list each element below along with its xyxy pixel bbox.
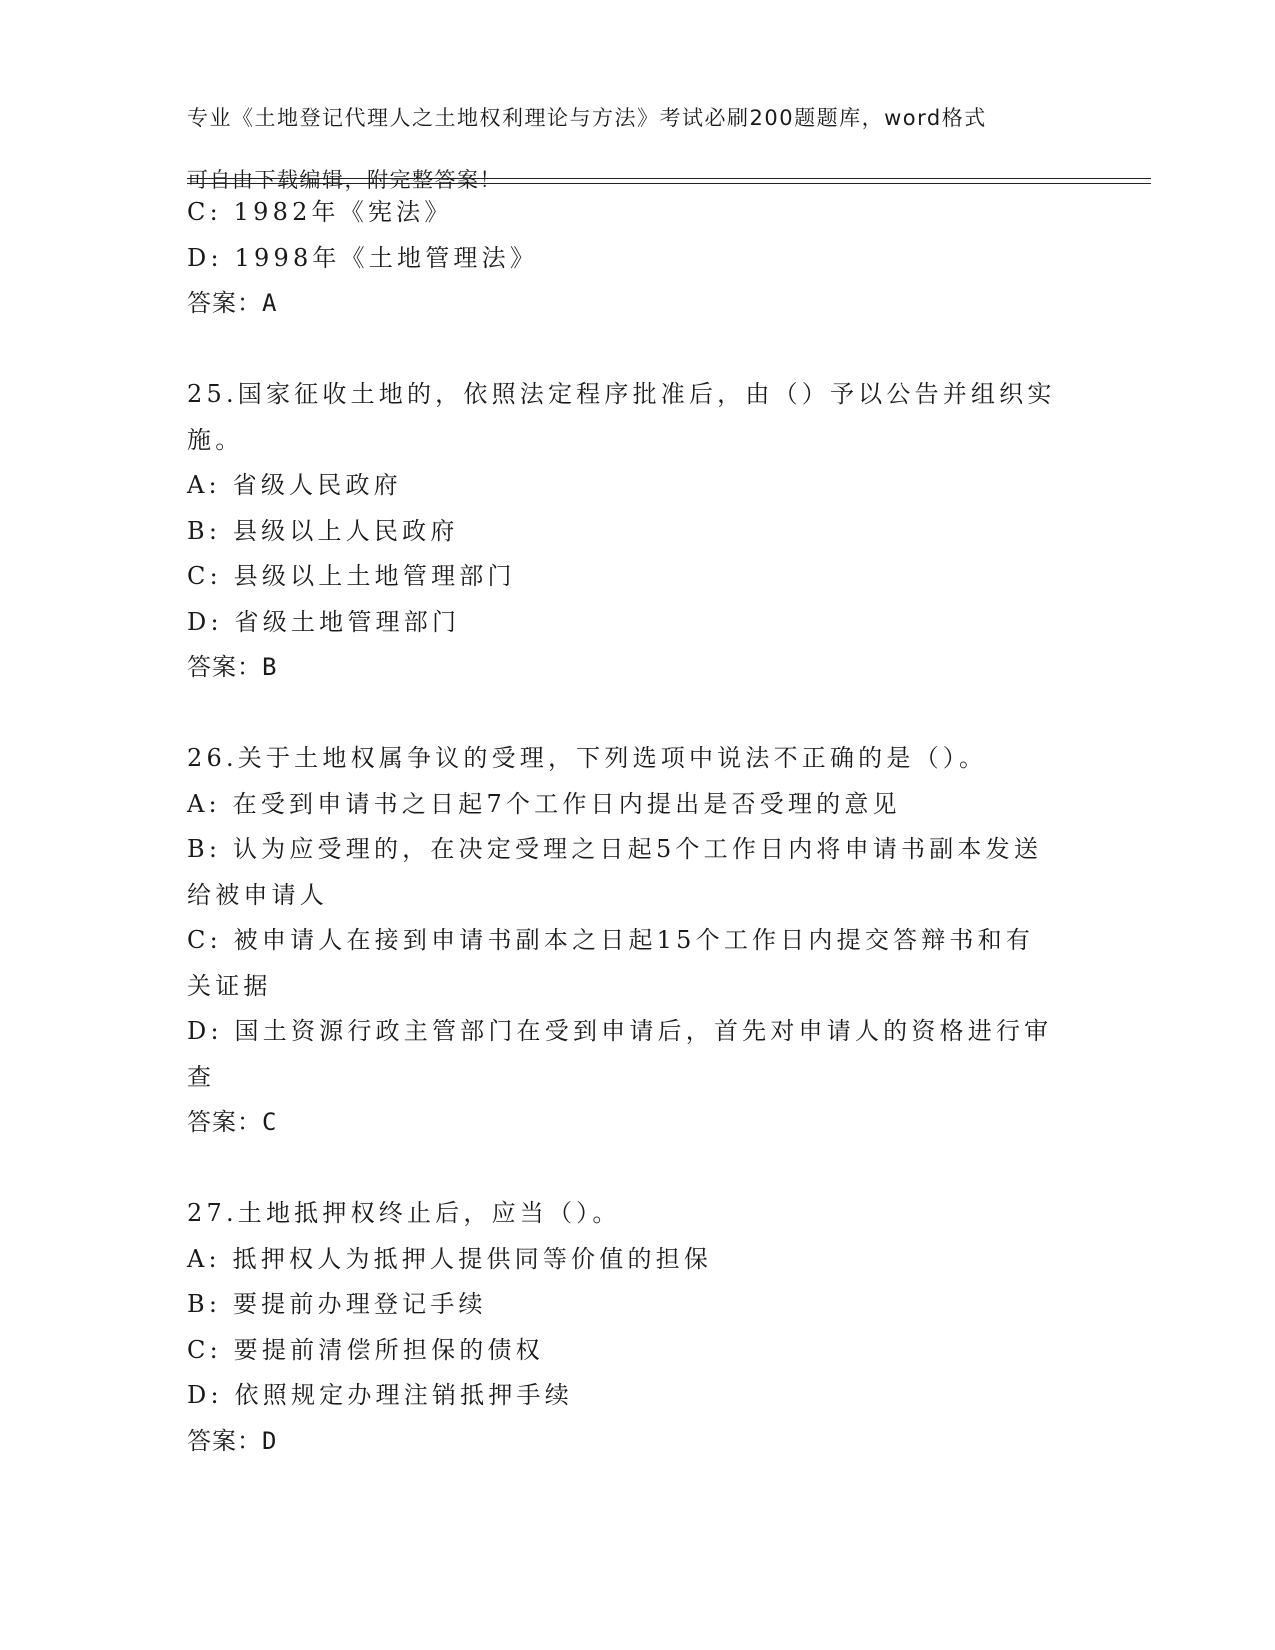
option-c: C: 1982年《宪法》 — [187, 198, 453, 226]
option-d: D: 1998年《土地管理法》 — [187, 243, 539, 272]
option-a: A: 在受到申请书之日起7个工作日内提出是否受理的意见 — [187, 789, 901, 818]
option-b-continued: 给被申请人 — [187, 880, 328, 909]
option-d-continued: 查 — [187, 1062, 216, 1091]
option-a: A: 省级人民政府 — [187, 471, 402, 499]
question-stem: 27.土地抵押权终止后，应当（）。 — [187, 1199, 621, 1227]
option-c: C: 要提前清偿所担保的债权 — [187, 1335, 544, 1364]
question-stem: 25.国家征收土地的，依照法定程序批准后，由（）予以公告并组织实 — [187, 380, 1056, 408]
option-b: B: 认为应受理的，在决定受理之日起5个工作日内将申请书副本发送 — [187, 835, 1043, 863]
option-d: D: 依照规定办理注销抵押手续 — [187, 1381, 573, 1409]
option-a: A: 抵押权人为抵押人提供同等价值的担保 — [187, 1244, 713, 1273]
answer: 答案：D — [187, 1426, 278, 1455]
document-body — [187, 190, 1087, 1464]
answer: 答案：A — [187, 289, 278, 317]
header-divider — [187, 178, 1151, 184]
question-stem: 26.关于土地权属争议的受理，下列选项中说法不正确的是（）。 — [187, 744, 988, 772]
option-b: B: 县级以上人民政府 — [187, 516, 459, 545]
option-c: C: 县级以上土地管理部门 — [187, 562, 516, 590]
spacer — [187, 1146, 1087, 1192]
option-b: B: 要提前办理登记手续 — [187, 1290, 487, 1318]
answer: 答案：B — [187, 653, 278, 681]
answer: 答案：C — [187, 1108, 278, 1136]
header-line-2: 可自由下载编辑，附完整答案！ — [187, 168, 502, 192]
option-c: C: 被申请人在接到申请书副本之日起15个工作日内提交答辩书和有 — [187, 926, 1035, 954]
option-d: D: 国土资源行政主管部门在受到申请后，首先对申请人的资格进行审 — [187, 1017, 1053, 1045]
spacer — [187, 327, 1087, 373]
spacer — [187, 691, 1087, 737]
header-line-1: 专业《土地登记代理人之土地权利理论与方法》考试必刷200题题库，word格式 — [187, 106, 987, 130]
question-stem: 施。 — [187, 425, 244, 454]
option-d: D: 省级土地管理部门 — [187, 607, 461, 636]
option-c-continued: 关证据 — [187, 971, 272, 1000]
